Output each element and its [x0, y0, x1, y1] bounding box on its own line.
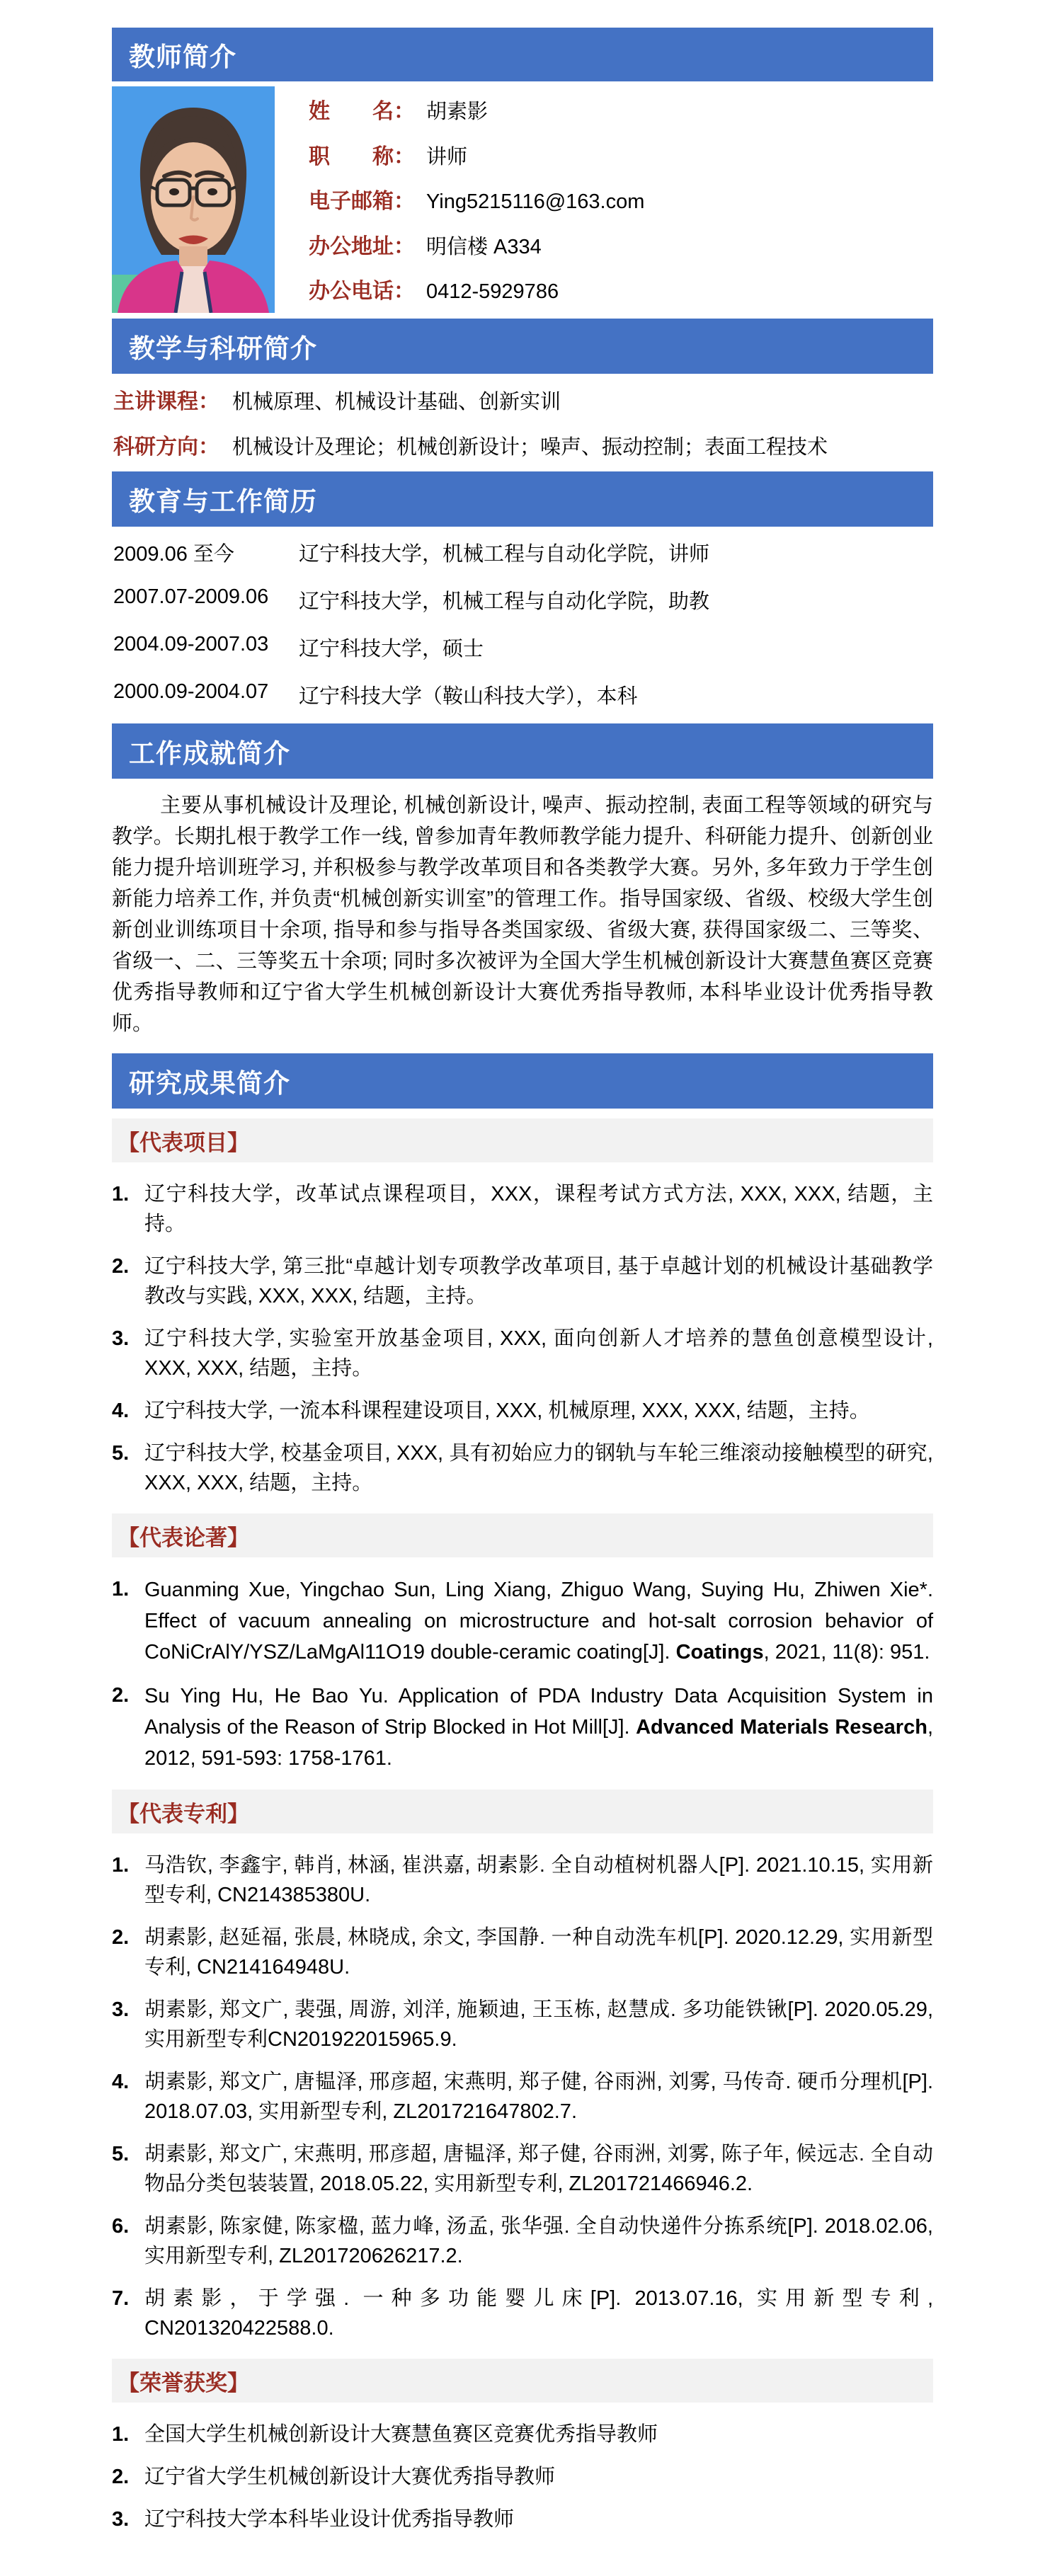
honor-item-text: 全国大学生机械创新设计大赛慧鱼赛区竞赛优秀指导教师 — [144, 2423, 658, 2446]
publication-citation-tail: , 2012, 591-593: 1758-1761. — [144, 1716, 933, 1770]
education-row — [113, 538, 932, 567]
section-bar-research-results — [112, 1053, 933, 1109]
profile-fields — [309, 86, 933, 313]
list-number — [112, 2505, 144, 2534]
list-number — [112, 2139, 144, 2199]
field-label: 姓 名： — [309, 100, 415, 123]
publication-citation-tail: , 2021, 11(8): 951. — [763, 1641, 930, 1664]
project-item-text: 辽宁科技大学, 实验室开放基金项目, XXX, 面向创新人才培养的慧鱼创意模型设计, XXX, XXX, 结题，主持。 — [144, 1327, 933, 1380]
list-item — [112, 1252, 933, 1311]
subheader-representative-publications — [112, 1513, 933, 1557]
list-number — [112, 2462, 144, 2492]
field-label: 办公电话： — [309, 280, 415, 303]
list-number — [112, 2211, 144, 2271]
patent-item-text: 胡素影, 郑文广, 宋燕明, 邢彦超, 唐韫泽, 郑子健, 谷雨洲, 刘雾, 陈子年, 候远志. 全自动物品分类包装装置, 2018.05.22, 实用新型专利, ZL201721466946.2. — [144, 2143, 933, 2195]
row-value: 机械设计及理论；机械创新设计；噪声、振动控制；表面工程技术 — [232, 436, 828, 459]
list-number — [112, 2067, 144, 2126]
section-bar-teaching-research — [112, 319, 933, 374]
teaching-row-research-direction — [113, 429, 932, 460]
list-item — [112, 2505, 933, 2534]
field-row-email — [309, 183, 933, 214]
project-item-text: 辽宁科技大学，改革试点课程项目，XXX，课程考试方式方法, XXX, XXX, 结题，主持。 — [144, 1183, 933, 1235]
field-value: 明信楼 A334 — [426, 235, 542, 258]
list-number — [112, 1995, 144, 2054]
list-item — [112, 2139, 933, 2199]
patent-item-text: 胡素影, 陈家健, 陈家楹, 蓝力峰, 汤孟, 张华强. 全自动快递件分拣系统[P]. 2018.02.06, 实用新型专利, ZL201720626217.2. — [144, 2215, 933, 2267]
field-label: 职 称： — [309, 144, 415, 168]
row-value: 机械原理、机械设计基础、创新实训 — [232, 391, 561, 413]
education-row — [113, 633, 932, 662]
field-row-phone — [309, 273, 933, 304]
list-number — [112, 1850, 144, 1910]
list-item — [112, 1438, 933, 1498]
journal-name: Advanced Materials Research — [636, 1716, 927, 1739]
field-row-office — [309, 229, 933, 260]
publication-item-text — [144, 1681, 933, 1774]
subheader-label: 【代表论著】 — [118, 1525, 249, 1550]
list-item — [112, 2211, 933, 2271]
field-value-email: Ying5215116@163.com — [426, 190, 645, 213]
field-label: 办公地址： — [309, 234, 415, 258]
section-title: 研究成果简介 — [129, 1069, 290, 1098]
list-number — [112, 1179, 144, 1239]
patent-item-text: 胡素影, 赵延福, 张晨, 林晓成, 余文, 李国静. 一种自动洗车机[P]. 2020.12.29, 实用新型专利, CN214164948U. — [144, 1926, 933, 1979]
list-item — [112, 1850, 933, 1910]
field-label: 电子邮箱： — [309, 190, 415, 213]
education-period: 2004.09-2007.03 — [113, 633, 269, 656]
section-bar-work-achievements — [112, 723, 933, 779]
subheader-representative-patents — [112, 1790, 933, 1833]
list-item — [112, 1179, 933, 1239]
section-title: 教师简介 — [129, 42, 236, 71]
section-title: 教育与工作简历 — [129, 487, 317, 516]
list-item — [112, 1574, 933, 1668]
education-period: 2007.07-2009.06 — [113, 585, 269, 608]
education-detail: 辽宁科技大学（鞍山科技大学），本科 — [299, 685, 638, 708]
list-number — [112, 1396, 144, 1426]
field-value: 0412-5929786 — [426, 280, 559, 303]
teaching-block — [112, 374, 933, 471]
project-item-text: 辽宁科技大学, 第三批“卓越计划专项教学改革项目, 基于卓越计划的机械设计基础教学教改与实践, XXX, XXX, 结题，主持。 — [144, 1255, 933, 1307]
education-block — [112, 527, 933, 723]
subheader-label: 【荣誉获奖】 — [118, 2370, 249, 2395]
row-label: 科研方向： — [113, 435, 219, 459]
list-item — [112, 2462, 933, 2492]
list-number — [112, 1438, 144, 1498]
list-item — [112, 1995, 933, 2054]
list-number — [112, 1252, 144, 1311]
achievements-paragraph: 主要从事机械设计及理论, 机械创新设计, 噪声、振动控制, 表面工程等领域的研究与教学。长期扎根于教学工作一线, 曾参加青年教师教学能力提升、科研能力提升、创新创业能力提升培训班学习, 并积极参与教学改革项目和各类教学大赛。另外, 多年致力于学生创新能力培养工作, 并负责“机械创新实训室”的管理工作。指导国家级、省级、校级大学生创新创业训练项目十余项, 指导和参与指导各类国家级、省级大赛, 获得国家级二、三等奖、省级一、二、三等奖五十余项; 同时多次被评为全国大学生机械创新设计大赛慧鱼赛区竞赛优秀指导教师和辽宁省大学生机械创新设计大赛优秀指导教师, 本科毕业设计优秀指导教师。 — [112, 794, 933, 1035]
education-detail: 辽宁科技大学，硕士 — [299, 638, 484, 660]
education-row — [113, 585, 932, 614]
list-number — [112, 1681, 144, 1774]
list-item — [112, 1681, 933, 1774]
field-row-name — [309, 93, 933, 125]
project-item-text: 辽宁科技大学, 校基金项目, XXX, 具有初始应力的钢轨与车轮三维滚动接触模型的研究, XXX, XXX, 结题，主持。 — [144, 1442, 933, 1494]
honor-item-text: 辽宁科技大学本科毕业设计优秀指导教师 — [144, 2508, 515, 2531]
publications-list — [112, 1557, 933, 1780]
list-number — [112, 1923, 144, 1982]
profile-block — [112, 86, 933, 313]
patent-item-text: 马浩钦, 李鑫宇, 韩肖, 林涵, 崔洪嘉, 胡素影. 全自动植树机器人[P]. 2021.10.15, 实用新型专利, CN214385380U. — [144, 1854, 933, 1906]
subheader-honors-awards — [112, 2359, 933, 2403]
field-value: 讲师 — [426, 145, 468, 168]
journal-name: Coatings — [675, 1641, 764, 1664]
list-item — [112, 1396, 933, 1426]
education-detail: 辽宁科技大学，机械工程与自动化学院，讲师 — [299, 543, 710, 566]
list-item — [112, 2420, 933, 2449]
patent-item-text: 胡素影，于学强. 一种多功能婴儿床[P]. 2013.07.16, 实用新型专利, CN201320422588.0. — [144, 2287, 933, 2340]
subheader-label: 【代表专利】 — [118, 1801, 249, 1826]
subheader-label: 【代表项目】 — [118, 1130, 249, 1155]
list-item — [112, 2284, 933, 2343]
list-item — [112, 1324, 933, 1383]
honor-item-text: 辽宁省大学生机械创新设计大赛优秀指导教师 — [144, 2466, 556, 2488]
faculty-profile-page — [112, 0, 933, 2576]
project-item-text: 辽宁科技大学, 一流本科课程建设项目, XXX, 机械原理, XXX, XXX, 结题，主持。 — [144, 1399, 870, 1422]
field-row-title — [309, 139, 933, 170]
education-period: 2000.09-2004.07 — [113, 680, 269, 703]
patents-list — [112, 1833, 933, 2349]
list-item — [112, 1923, 933, 1982]
patent-item-text: 胡素影, 郑文广, 唐韫泽, 邢彦超, 宋燕明, 郑子健, 谷雨洲, 刘雾, 马传奇. 硬币分理机[P]. 2018.07.03, 实用新型专利, ZL201721647802.7. — [144, 2071, 933, 2123]
publication-citation: Su Ying Hu, He Bao Yu. Application of PDA Industry Data Acquisition System in Analysis of the Reason of Strip Blocked in Hot Mill[J]. — [144, 1685, 933, 1739]
teaching-row-courses — [113, 384, 932, 415]
row-label: 主讲课程： — [113, 390, 219, 413]
education-row — [113, 680, 932, 709]
list-number — [112, 2284, 144, 2343]
honors-list — [112, 2403, 933, 2540]
section-bar-education-career — [112, 471, 933, 527]
section-title: 教学与科研简介 — [129, 334, 317, 363]
list-number — [112, 1324, 144, 1383]
field-value: 胡素影 — [426, 101, 489, 123]
education-period: 2009.06 至今 — [113, 543, 234, 566]
section-title: 工作成就简介 — [129, 739, 290, 768]
section-bar-teacher-intro — [112, 28, 933, 81]
subheader-representative-projects — [112, 1118, 933, 1162]
projects-list — [112, 1162, 933, 1504]
teacher-photo — [112, 86, 275, 313]
list-item — [112, 2067, 933, 2126]
list-number — [112, 1574, 144, 1668]
publication-citation: Guanming Xue, Yingchao Sun, Ling Xiang, Zhiguo Wang, Suying Hu, Zhiwen Xie*. Effect of vacuum annealing on microstructure and hot-salt corrosion behavior of CoNiCrAlY/YSZ/LaMgAl11O19 double-ceramic coating[J]. — [144, 1579, 933, 1664]
patent-item-text: 胡素影, 郑文广, 裴强, 周游, 刘洋, 施颖迪, 王玉栋, 赵慧成. 多功能铁锹[P]. 2020.05.29, 实用新型专利CN201922015965.9. — [144, 1998, 933, 2051]
education-detail: 辽宁科技大学，机械工程与自动化学院，助教 — [299, 590, 710, 613]
publication-item-text — [144, 1574, 933, 1668]
list-number — [112, 2420, 144, 2449]
